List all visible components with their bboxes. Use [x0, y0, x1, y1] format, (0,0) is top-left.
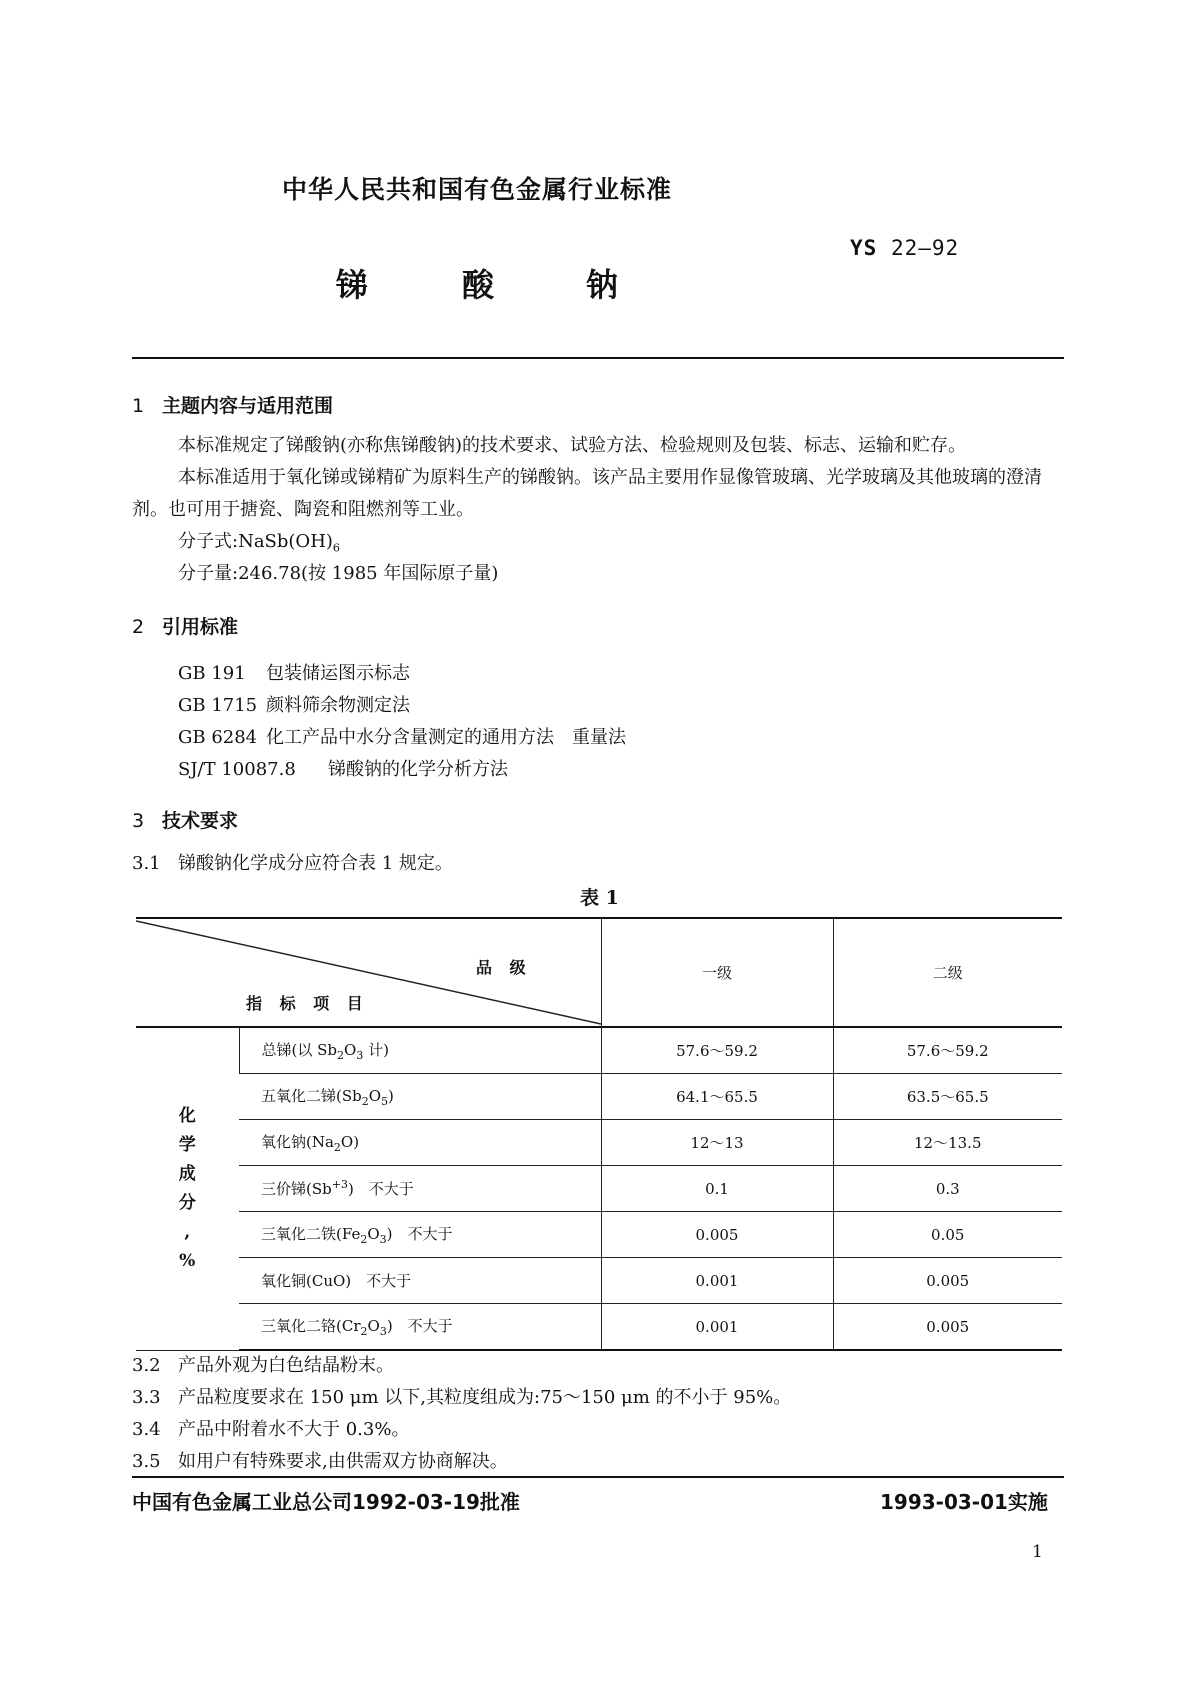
formula-value: NaSb(OH)	[238, 531, 333, 552]
item-name: 五氧化二锑$(Sb_2O_5)$	[239, 1074, 601, 1120]
table-caption: 表 1	[580, 887, 619, 909]
grade-1-value: 64.1～65.5	[601, 1074, 833, 1120]
grade-1-value: 12～13	[601, 1120, 833, 1166]
title-char: 酸	[462, 266, 495, 304]
grade-1-value: 0.001	[601, 1258, 833, 1304]
section-number: 3	[132, 810, 145, 832]
reference-item	[178, 722, 626, 754]
clause-text: 产品外观为白色结晶粉末。	[178, 1355, 394, 1376]
reference-code: GB 191	[178, 663, 246, 684]
table-row	[136, 1258, 1062, 1304]
section-title: 引用标准	[162, 616, 239, 638]
section-1-paragraph-2: 本标准适用于氧化锑或锑精矿为原料生产的锑酸钠。该产品主要用作显像管玻璃、光学玻璃及其他玻璃的澄清剂。也可用于搪瓷、陶瓷和阻燃剂等工业。	[132, 467, 1042, 520]
item-name: 氧化钠$(Na_2O)$	[239, 1120, 601, 1166]
clause-text: 锑酸钠化学成分应符合表 1 规定。	[178, 853, 453, 874]
reference-code: SJ/T 10087.8	[178, 759, 296, 780]
reference-code: GB 1715	[178, 695, 258, 716]
item-name: 总锑(以 $Sb_2O_3$ 计)	[239, 1027, 601, 1074]
section-number: 1	[132, 395, 145, 417]
item-name: 三氧化二铁$(Fe_2O_3)$ 不大于	[239, 1212, 601, 1258]
clause-text: 产品中附着水不大于 0.3%。	[178, 1419, 410, 1440]
clause-3-2	[132, 1350, 394, 1382]
footer-rule	[132, 1476, 1064, 1478]
item-name: 三氧化二铬$(Cr_2O_3)$ 不大于	[239, 1304, 601, 1351]
standard-number: 22—92	[890, 236, 960, 260]
item-name: 氧化铜(CuO) 不大于	[239, 1258, 601, 1304]
header-grade: 品 级	[476, 958, 532, 977]
molecular-weight: 分子量:246.78(按 1985 年国际原子量)	[178, 563, 499, 584]
header-col-grade-1: 一级	[601, 918, 833, 1027]
reference-name: 锑酸钠的化学分析方法	[328, 759, 508, 780]
clause-number: 3.5	[132, 1451, 161, 1472]
formula-label: 分子式:	[178, 531, 239, 552]
section-1-paragraph-1: 本标准规定了锑酸钠(亦称焦锑酸钠)的技术要求、试验方法、检验规则及包装、标志、运输和贮存。	[178, 435, 967, 456]
header-rule	[132, 357, 1064, 359]
table-row	[136, 1304, 1062, 1351]
side-label-char: 分	[178, 1192, 196, 1213]
reference-name: 包装储运图示标志	[266, 663, 410, 684]
grade-2-value: 0.005	[833, 1304, 1062, 1351]
clause-number: 3.2	[132, 1355, 161, 1376]
table-row	[136, 1212, 1062, 1258]
grade-2-value: 0.05	[833, 1212, 1062, 1258]
reference-name: 化工产品中水分含量测定的通用方法 重量法	[266, 727, 626, 748]
standard-code	[850, 236, 959, 260]
clause-text: 产品粒度要求在 150 μm 以下,其粒度组成为:75～150 μm 的不小于 95%。	[178, 1387, 792, 1408]
section-1-heading	[132, 391, 333, 418]
clause-3-5	[132, 1446, 508, 1478]
reference-item	[178, 754, 508, 786]
approval-statement: 中国有色金属工业总公司1992-03-19批准	[132, 1490, 520, 1514]
grade-2-value: 57.6～59.2	[833, 1027, 1062, 1074]
grade-2-value: 63.5～65.5	[833, 1074, 1062, 1120]
grade-1-value: 0.005	[601, 1212, 833, 1258]
clause-3-3	[132, 1382, 791, 1414]
grade-1-value: 0.001	[601, 1304, 833, 1351]
header-col-grade-2: 二级	[833, 918, 1062, 1027]
clause-number: 3.4	[132, 1419, 161, 1440]
side-label-char: %	[179, 1250, 196, 1271]
grade-2-value: 12～13.5	[833, 1120, 1062, 1166]
org-title: 中华人民共和国有色金属行业标准	[282, 175, 673, 204]
grade-2-value: 0.005	[833, 1258, 1062, 1304]
table-row	[136, 1074, 1062, 1120]
table-row	[136, 1166, 1062, 1212]
header-index: 指 标 项 目	[246, 994, 369, 1013]
section-title: 主题内容与适用范围	[162, 395, 334, 417]
reference-code: GB 6284	[178, 727, 258, 748]
formula-subscript: 6	[332, 541, 340, 555]
effective-date: 1993-03-01实施	[880, 1490, 1048, 1514]
clause-3-4	[132, 1414, 409, 1446]
section-3-heading	[132, 806, 238, 833]
section-number: 2	[132, 616, 145, 638]
page-number: 1	[1032, 1542, 1043, 1562]
grade-2-value: 0.3	[833, 1166, 1062, 1212]
diagonal-header-cell	[136, 918, 601, 1027]
clause-number: 3.1	[132, 853, 161, 874]
table-header-row	[136, 918, 1062, 1027]
title-char: 锑	[336, 266, 369, 304]
section-2-heading	[132, 612, 238, 639]
title-char: 钠	[586, 266, 619, 304]
side-label-char: 学	[178, 1134, 196, 1155]
table-row	[136, 1027, 1062, 1074]
reference-item	[178, 658, 410, 690]
table-row	[136, 1120, 1062, 1166]
reference-name: 颜料筛余物测定法	[266, 695, 410, 716]
grade-1-value: 0.1	[601, 1166, 833, 1212]
grade-1-value: 57.6～59.2	[601, 1027, 833, 1074]
item-name: 三价锑$(Sb^{+3})$ 不大于	[239, 1166, 601, 1212]
side-label	[136, 1027, 239, 1350]
clause-3-1	[132, 848, 453, 880]
clause-number: 3.3	[132, 1387, 161, 1408]
composition-table	[136, 917, 1062, 1351]
standard-prefix: YS	[850, 236, 878, 260]
side-label-char: 成	[178, 1163, 196, 1184]
section-title: 技术要求	[162, 810, 239, 832]
clause-text: 如用户有特殊要求,由供需双方协商解决。	[178, 1451, 508, 1472]
side-label-char: 化	[178, 1105, 196, 1126]
reference-item	[178, 690, 410, 722]
side-label-char: ,	[184, 1221, 191, 1242]
